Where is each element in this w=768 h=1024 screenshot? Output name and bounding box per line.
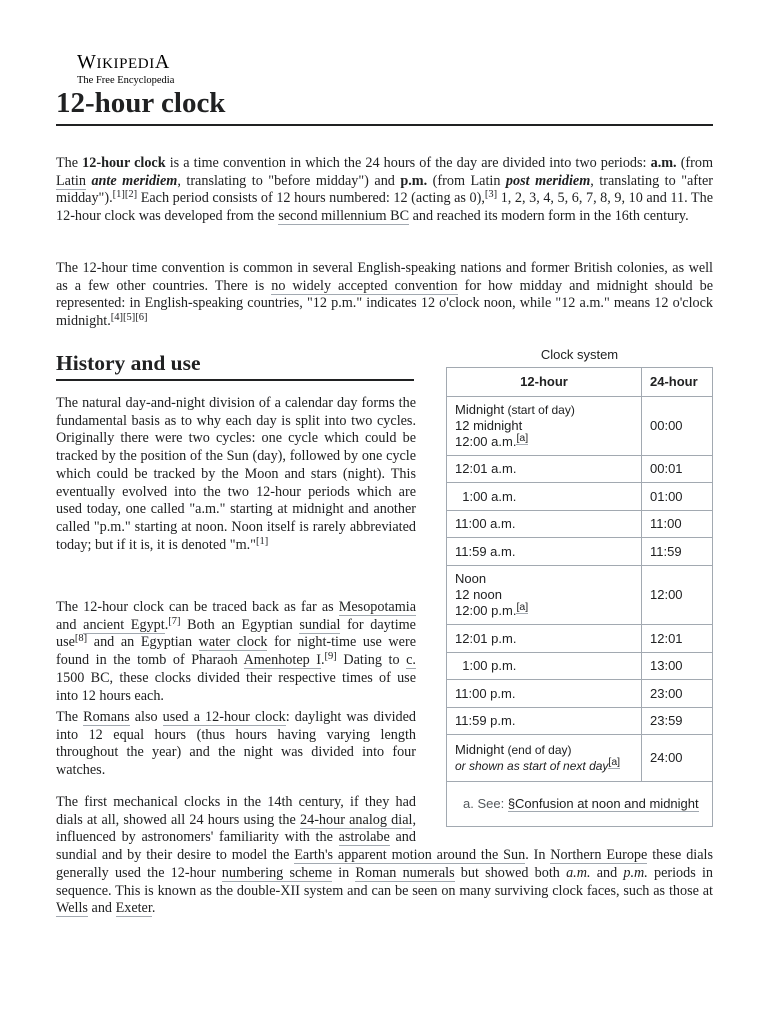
history-paragraph-3: The Romans also used a 12-hour clock: daylight was divided into 12 equal hours (thus hours having varying length throughout the year) and the night was divided into four watches. [56, 709, 417, 779]
cell-24-hour: 23:59 [642, 708, 713, 735]
link-roman-numerals[interactable]: Roman numerals [355, 864, 455, 881]
cell-24-hour: 00:00 [642, 397, 713, 456]
cell-12-hour: 1:00 p.m. [447, 653, 642, 680]
wikipedia-wordmark: WIKIPEDIA [77, 51, 170, 73]
cell-12-hour: Midnight (start of day) 12 midnight 12:00 a.m.[a] [447, 397, 642, 456]
link-exeter[interactable]: Exeter [115, 900, 152, 917]
table-row [447, 511, 713, 538]
cell-12-hour: Noon 12 noon 12:00 p.m.[a] [447, 566, 642, 625]
cell-24-hour: 11:00 [642, 511, 713, 538]
wikipedia-logo[interactable] [77, 53, 174, 87]
cell-12-hour: 11:59 p.m. [447, 708, 642, 735]
cell-24-hour: 12:00 [642, 566, 713, 625]
cell-12-hour: 12:01 a.m. [447, 456, 642, 483]
history-paragraph-4: The first mechanical clocks in the 14th century, if they had dials at all, showed all 24 hours using the 24-hour analog dial, influenced by astronomers' familiarity with the astrolabe and sundial and by their desire to model the Earth's apparent motion around the Sun. In Northern Europe these dials generally used the 12-hour numbering scheme in Roman numerals but showed both a.m. and p.m. periods in sequence. This is known as the double-XII system and can be seen on many surviving clock faces, such as those at Wells and Exeter. [56, 794, 713, 917]
citation[interactable]: [1] [255, 535, 269, 547]
table-row [447, 483, 713, 511]
clock-system-grid [446, 367, 713, 782]
cell-24-hour: 11:59 [642, 538, 713, 566]
citation[interactable]: [4][5][6] [110, 312, 148, 324]
footnote-a[interactable]: [a] [608, 756, 621, 768]
link-confusion-at-noon-and-midnight[interactable]: §Confusion at noon and midnight [507, 796, 699, 811]
link-astrolabe[interactable]: astrolabe [338, 829, 390, 846]
table-header-row [447, 368, 713, 397]
cell-12-hour: 1:00 a.m. [447, 483, 642, 511]
table-row [447, 538, 713, 566]
link-northern-europe[interactable]: Northern Europe [550, 847, 648, 864]
clock-system-table [446, 347, 713, 827]
table-row [447, 708, 713, 735]
citation[interactable]: [3] [484, 189, 498, 201]
section-heading: History and use [56, 350, 414, 381]
table-row [447, 566, 713, 625]
cell-24-hour: 00:01 [642, 456, 713, 483]
table-row [447, 680, 713, 708]
intro-paragraph-1: The 12-hour clock is a time convention in which the 24 hours of the day are divided into two periods: a.m. (from Latin ante meridiem, translating to "before midday") and p.m. (from Latin post meridiem, translating to "after midday").[1][2] Each period consists of 12 hours numbered: 12 (acting as 0),[3] 1, 2, 3, 4, 5, 6, 7, 8, 9, 10 and 11. The 12-hour clock was developed from the second millennium BC and reached its modern form in the 16th century. [56, 155, 714, 225]
cell-12-hour: 11:00 p.m. [447, 680, 642, 708]
link-numbering-scheme[interactable]: numbering scheme [221, 864, 332, 881]
link-used-12-hour-clock[interactable]: used a 12-hour clock [162, 709, 286, 725]
column-header-12-hour: 12-hour [447, 368, 642, 397]
link-amenhotep-i[interactable]: Amenhotep I [243, 652, 321, 669]
link-24-hour-analog-dial[interactable]: 24-hour analog dial [300, 811, 413, 828]
link-no-widely-accepted-convention[interactable]: no widely accepted convention [271, 277, 458, 294]
link-circa[interactable]: c. [406, 652, 416, 669]
link-sundial[interactable]: sundial [299, 616, 341, 633]
table-row [447, 625, 713, 653]
cell-12-hour: Midnight (end of day) or shown as start of next day[a] [447, 735, 642, 782]
history-paragraph-2: The 12-hour clock can be traced back as far as Mesopotamia and ancient Egypt.[7] Both an Egyptian sundial for daytime use[8] and an Egyptian water clock for night-time use were found in the tomb of Pharaoh Amenhotep I.[9] Dating to c. 1500 BC, these clocks divided their respective times of use into 12 hours each. [56, 599, 416, 704]
cell-24-hour: 23:00 [642, 680, 713, 708]
cell-12-hour: 12:01 p.m. [447, 625, 642, 653]
citation[interactable]: [8] [74, 633, 88, 645]
link-mesopotamia[interactable]: Mesopotamia [338, 599, 416, 615]
link-wells[interactable]: Wells [56, 900, 88, 917]
footnote-a[interactable]: [a] [516, 432, 529, 444]
cell-24-hour: 13:00 [642, 653, 713, 680]
cell-12-hour: 11:59 a.m. [447, 538, 642, 566]
citation[interactable]: [7] [168, 615, 181, 627]
cell-24-hour: 24:00 [642, 735, 713, 782]
wikipedia-tagline: The Free Encyclopedia [77, 75, 175, 86]
footnote-a[interactable]: [a] [516, 601, 529, 613]
table-footnote: a. See: §Confusion at noon and midnight [446, 782, 713, 827]
history-paragraph-1: The natural day-and-night division of a calendar day forms the fundamental basis as to why each day is split into two cycles. Originally there were two cycles: one cycle which could be tracked by the position of the Sun (day), followed by one cycle which could be tracked by the Moon and stars (night). This eventually evolved into the two 12-hour periods which are used today, one called "a.m." starting at midnight and another called "p.m." starting at noon. Noon itself is rarely abbreviated today; but if it is, it is denoted "m."[1] [56, 395, 416, 553]
link-ancient-egypt[interactable]: ancient Egypt [83, 616, 165, 633]
table-row [447, 456, 713, 483]
intro-paragraph-2: The 12-hour time convention is common in several English-speaking nations and former British colonies, as well as a few other countries. There is no widely accepted convention for how midday and midnight should be represented: in English-speaking countries, "12 p.m." indicates 12 o'clock noon, while "12 a.m." means 12 o'clock midnight.[4][5][6] [56, 260, 714, 330]
table-caption: Clock system [540, 347, 619, 362]
table-row [447, 735, 713, 782]
link-second-millennium-bc[interactable]: second millennium BC [278, 208, 410, 225]
column-header-24-hour: 24-hour [642, 368, 713, 397]
table-row [447, 397, 713, 456]
table-row [447, 653, 713, 680]
link-earths-apparent-motion[interactable]: Earth's apparent motion around the Sun [294, 847, 526, 864]
citation[interactable]: [9] [324, 651, 337, 663]
cell-24-hour: 01:00 [642, 483, 713, 511]
link-water-clock[interactable]: water clock [198, 634, 268, 651]
page-title: 12-hour clock [56, 86, 713, 126]
citation[interactable]: [1][2] [112, 189, 138, 201]
cell-12-hour: 11:00 a.m. [447, 511, 642, 538]
cell-24-hour: 12:01 [642, 625, 713, 653]
link-latin[interactable]: Latin [56, 172, 86, 189]
link-romans[interactable]: Romans [83, 709, 130, 725]
